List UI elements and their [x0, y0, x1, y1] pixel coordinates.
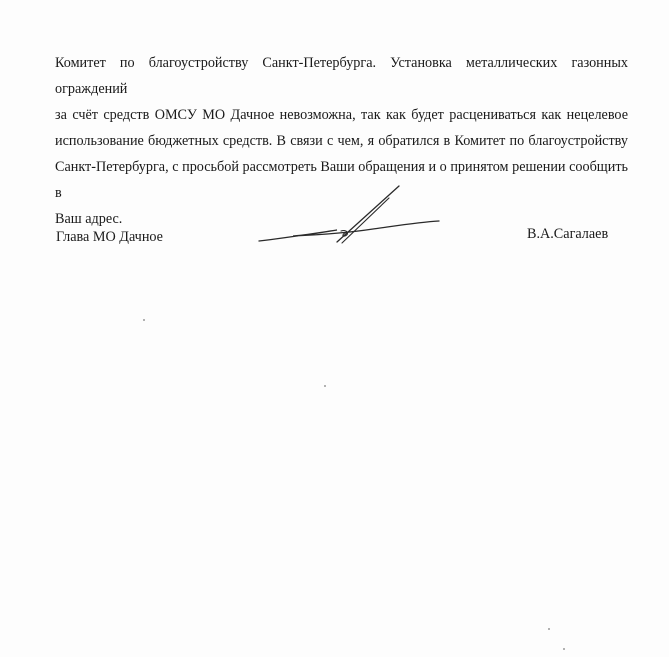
scan-speck — [324, 385, 326, 387]
paragraph-line: Санкт-Петербурга, с просьбой рассмотреть Ваши обращения и о принятом решении сообщить в — [55, 159, 628, 201]
handwritten-signature — [255, 182, 445, 248]
scan-speck — [143, 319, 145, 321]
signatory-title: Глава МО Дачное — [56, 229, 163, 245]
paragraph-line: Ваш адрес. — [55, 211, 123, 227]
paragraph-line: за счёт средств ОМСУ МО Дачное невозможна, так как будет расцениваться как нецелевое — [55, 107, 628, 123]
signatory-name: В.А.Сагалаев — [527, 226, 609, 242]
scan-speck — [548, 628, 550, 630]
scan-speck — [563, 648, 565, 650]
paragraph-line: Комитет по благоустройству Санкт-Петербурга. Установка металлических газонных ограждений — [55, 55, 628, 97]
paragraph-line: использование бюджетных средств. В связи с чем, я обратился в Комитет по благоустройству — [55, 133, 628, 149]
